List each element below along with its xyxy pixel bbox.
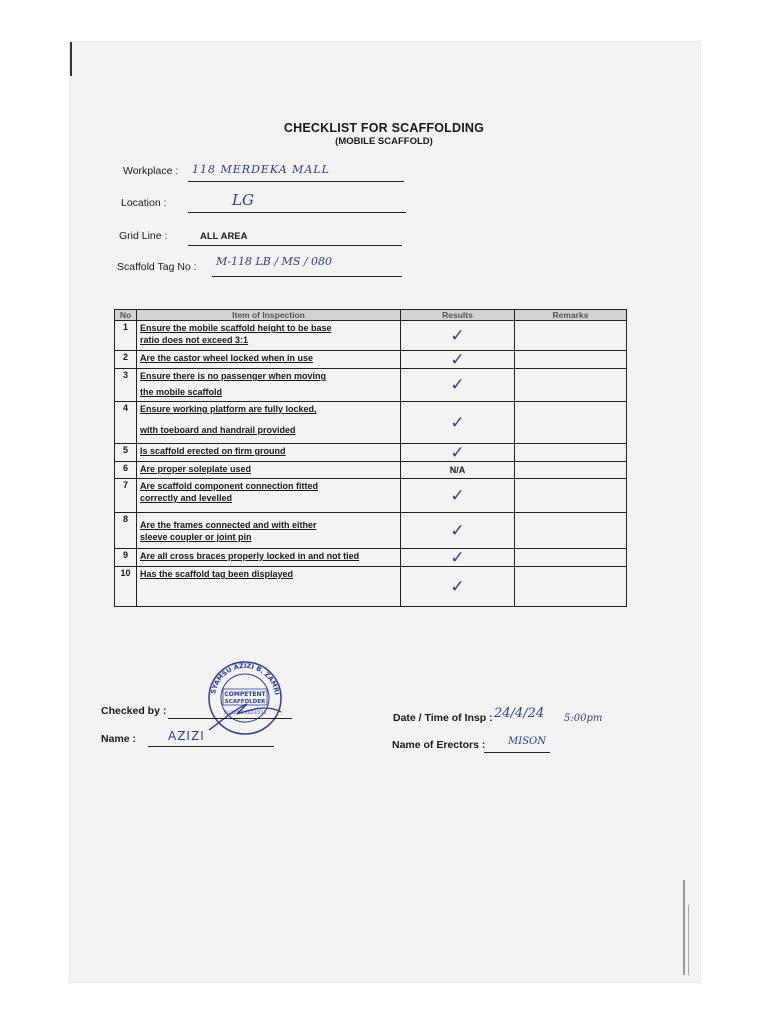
row-item (137, 462, 401, 479)
row-no: 9 (115, 549, 137, 567)
row-item-line: Are the frames connected and with either (140, 520, 317, 530)
date-time-label: Date / Time of Insp : (393, 712, 493, 724)
checked-by-line (168, 718, 292, 719)
header-results: Results (401, 310, 515, 321)
row-remarks (515, 351, 627, 369)
table-header-row (115, 310, 627, 321)
row-item-line: Ensure working platform are fully locked, (140, 404, 317, 414)
row-no: 2 (115, 351, 137, 369)
row-result-check: ✓ (401, 402, 515, 444)
row-result-check: ✓ (401, 513, 515, 549)
row-item-line: Has the scaffold tag been displayed (140, 569, 294, 579)
grid-line-label: Grid Line : (119, 230, 168, 242)
stamp-code: SL/22/PP/2023/211 (223, 711, 267, 716)
row-item-line: Are scaffold component connection fitted (140, 481, 319, 491)
time-value: 5:00pm (564, 713, 603, 724)
row-item-line: sleeve coupler or joint pin (140, 532, 252, 542)
table-row (115, 321, 627, 351)
checked-by-label: Checked by : (101, 705, 167, 717)
inspection-table (114, 309, 627, 607)
name-value: AZIZI (168, 729, 205, 743)
row-remarks (515, 513, 627, 549)
row-result-check: ✓ (401, 444, 515, 462)
workplace-value: 118 MERDEKA MALL (192, 163, 330, 176)
row-result-check: ✓ (401, 321, 515, 351)
row-result-na: N/A (401, 462, 515, 479)
tag-no-label: Scaffold Tag No : (117, 261, 197, 273)
row-remarks (515, 549, 627, 567)
grid-line-value: ALL AREA (200, 231, 248, 242)
row-item-line: Are proper soleplate used (140, 464, 252, 474)
header-no: No (115, 310, 137, 321)
row-remarks (515, 479, 627, 513)
row-item-line: Are all cross braces properly locked in and not tied (140, 551, 360, 561)
row-result-check: ✓ (401, 479, 515, 513)
workplace-label: Workplace : (123, 165, 179, 177)
row-no: 1 (115, 321, 137, 351)
row-remarks (515, 402, 627, 444)
signature-stroke (209, 704, 281, 730)
table-row (115, 402, 627, 444)
scan-edge-mark-right (683, 880, 685, 975)
row-item-line: correctly and levelled (140, 493, 233, 503)
competent-scaffolder-stamp (207, 660, 283, 736)
row-remarks (515, 321, 627, 351)
row-item (137, 513, 401, 549)
scan-edge-mark-right-2 (688, 905, 689, 975)
row-item-line: Is scaffold erected on firm ground (140, 446, 286, 456)
row-remarks (515, 444, 627, 462)
row-item (137, 402, 401, 444)
erectors-line (484, 752, 550, 753)
row-item-line: Ensure the mobile scaffold height to be base (140, 323, 332, 333)
name-line (148, 746, 274, 747)
table-row (115, 369, 627, 402)
form-title: CHECKLIST FOR SCAFFOLDING (283, 121, 485, 135)
table-row (115, 513, 627, 549)
row-no: 4 (115, 402, 137, 444)
header-remarks: Remarks (515, 310, 627, 321)
row-remarks (515, 462, 627, 479)
row-item (137, 567, 401, 607)
stamp-line1: COMPETENT (224, 691, 266, 698)
stamp-outer-text: SYAMSU AZIZI B. ZAMRI (209, 661, 281, 696)
row-no: 8 (115, 513, 137, 549)
row-item (137, 351, 401, 369)
form-subtitle: (MOBILE SCAFFOLD) (335, 136, 433, 147)
scan-edge-mark (70, 42, 72, 76)
row-result-check: ✓ (401, 351, 515, 369)
row-no: 5 (115, 444, 137, 462)
date-value: 24/4/24 (494, 706, 545, 721)
row-item-line: Ensure there is no passenger when moving (140, 371, 327, 381)
row-item-line: the mobile scaffold (140, 387, 223, 397)
row-item-line: with toeboard and handrail provided (140, 425, 296, 435)
row-result-check: ✓ (401, 369, 515, 402)
table-row (115, 567, 627, 607)
table-row (115, 479, 627, 513)
stamp-line2: SCAFFOLDER (224, 699, 266, 705)
table-row (115, 462, 627, 479)
tag-no-value: M-118 LB / MS / 080 (216, 255, 333, 268)
row-item (137, 369, 401, 402)
table-row (115, 351, 627, 369)
row-remarks (515, 369, 627, 402)
row-remarks (515, 567, 627, 607)
name-label: Name : (101, 733, 137, 745)
location-value: LG (232, 191, 254, 209)
row-result-check: ✓ (401, 567, 515, 607)
table-row (115, 549, 627, 567)
row-no: 10 (115, 567, 137, 607)
row-item (137, 444, 401, 462)
row-item (137, 321, 401, 351)
header-item: Item of Inspection (137, 310, 401, 321)
row-item-line: ratio does not exceed 3:1 (140, 335, 249, 345)
location-label: Location : (121, 197, 167, 209)
row-item-line: Are the castor wheel locked when in use (140, 353, 314, 363)
row-item (137, 479, 401, 513)
erectors-label: Name of Erectors : (392, 739, 486, 751)
erectors-value: MISON (508, 736, 546, 747)
row-no: 3 (115, 369, 137, 402)
table-row (115, 444, 627, 462)
location-line (188, 198, 406, 213)
row-no: 7 (115, 479, 137, 513)
row-no: 6 (115, 462, 137, 479)
row-item (137, 549, 401, 567)
row-result-check: ✓ (401, 549, 515, 567)
